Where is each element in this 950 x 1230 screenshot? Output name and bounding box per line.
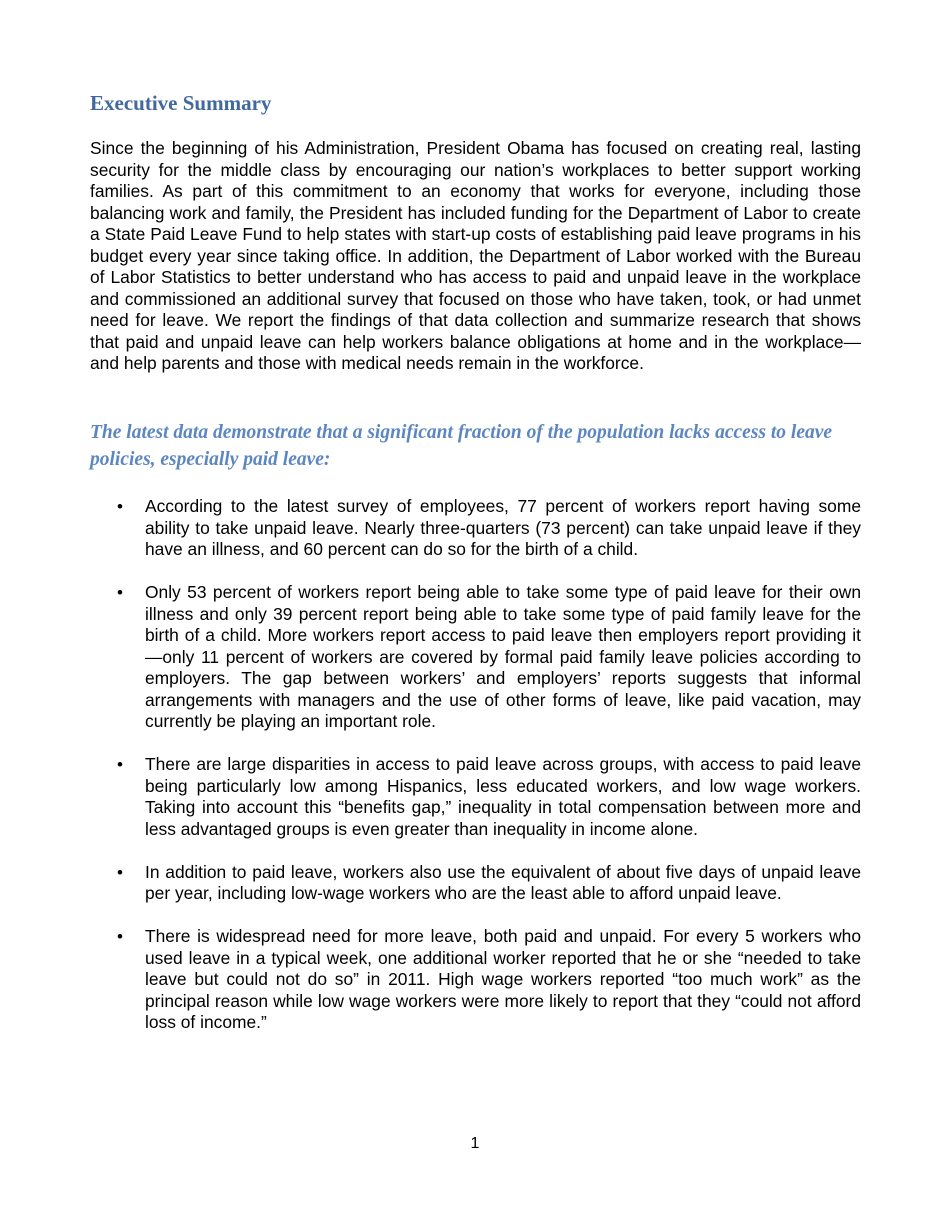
findings-list bbox=[90, 496, 861, 1055]
bullet-icon: • bbox=[117, 497, 123, 516]
list-item-text: In addition to paid leave, workers also use the equivalent of about five days of unpaid leave per year, including low-wage workers who are the least able to afford unpaid leave. bbox=[145, 861, 861, 903]
page-title: Executive Summary bbox=[90, 91, 272, 115]
bullet-icon: • bbox=[117, 927, 123, 946]
list-item bbox=[90, 862, 861, 905]
list-item-text: Only 53 percent of workers report being able to take some type of paid leave for their own illness and only 39 percent report being able to take some type of paid family leave for the birth of a child. More workers report access to paid leave then employers report providing it—only 11 percent of workers are covered by formal paid family leave policies according to employers. The gap between workers’ and employers’ reports suggests that informal arrangements with managers and the use of other forms of leave, like paid vacation, may currently be playing an important role. bbox=[145, 582, 861, 731]
list-item bbox=[90, 496, 861, 561]
list-item bbox=[90, 754, 861, 840]
bullet-icon: • bbox=[117, 755, 123, 774]
section-subheading: The latest data demonstrate that a significant fraction of the population lacks access to leave policies, especially paid leave: bbox=[90, 422, 833, 470]
list-item bbox=[90, 582, 861, 733]
list-item bbox=[90, 926, 861, 1034]
list-item-text: According to the latest survey of employees, 77 percent of workers report having some ability to take unpaid leave. Nearly three-quarters (73 percent) can take unpaid leave if they have an illness, and 60 percent can do so for the birth of a child. bbox=[145, 496, 861, 559]
list-item-text: There is widespread need for more leave, both paid and unpaid. For every 5 workers who used leave in a typical week, one additional worker reported that he or she “needed to take leave but could not do so” in 2011. High wage workers reported “too much work” as the principal reason while low wage workers were more likely to report that they “could not afford loss of income.” bbox=[145, 926, 861, 1032]
bullet-icon: • bbox=[117, 862, 123, 882]
page-number: 1 bbox=[470, 1135, 480, 1152]
intro-paragraph: Since the beginning of his Administration, President Obama has focused on creating real, lasting security for the middle class by encouraging our nation’s workplaces to better support working families. As part of this commitment to an economy that works for everyone, including those balancing work and family, the President has included funding for the Department of Labor to create a State Paid Leave Fund to help states with start-up costs of establishing paid leave programs in his budget every year since taking office. In addition, the Department of Labor worked with the Bureau of Labor Statistics to better understand who has access to paid and unpaid leave in the workplace and commissioned an additional survey that focused on those who have taken, took, or had unmet need for leave. We report the findings of that data collection and summarize research that shows that paid and unpaid leave can help workers balance obligations at home and in the workplace—and help parents and those with medical needs remain in the workforce. bbox=[90, 138, 861, 373]
list-item-text: There are large disparities in access to paid leave across groups, with access to paid leave being particularly low among Hispanics, less educated workers, and low wage workers. Taking into account this “benefits gap,” inequality in total compensation between more and less advantaged groups is even greater than inequality in income alone. bbox=[145, 754, 861, 839]
bullet-icon: • bbox=[117, 583, 123, 602]
